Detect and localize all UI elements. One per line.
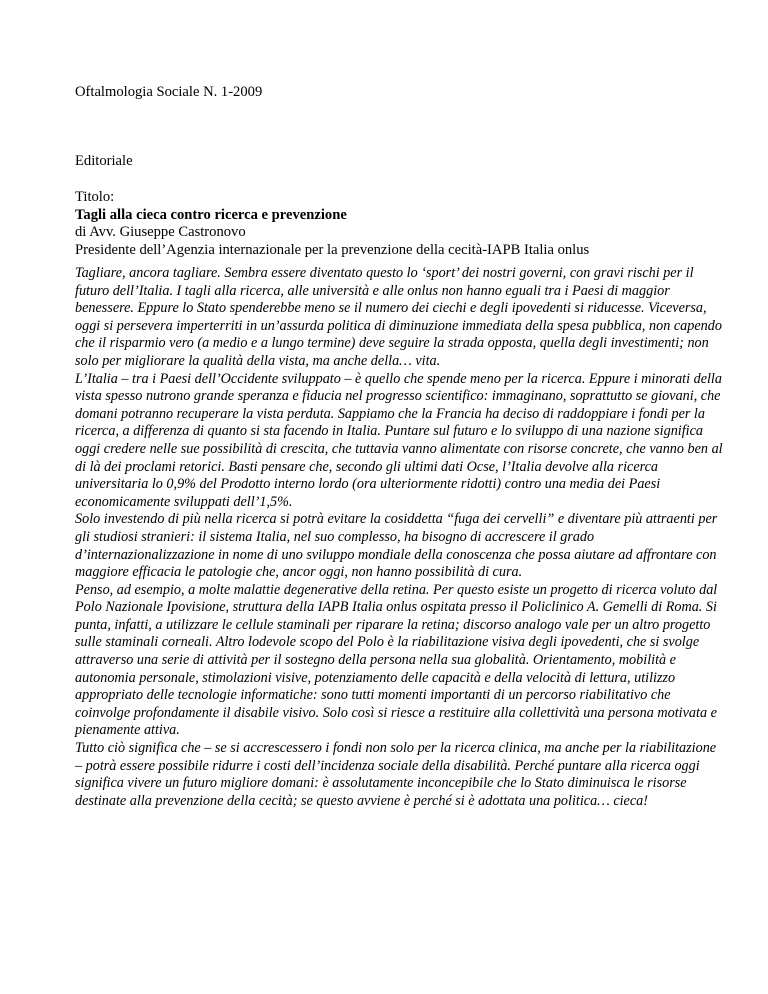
paragraph: L’Italia – tra i Paesi dell’Occidente sviluppato – è quello che spende meno per la ricerca. Eppure i minorati della vista spesso nutrono grande speranza e fiducia nel progresso scientifico: immaginano, soprattutto se giovani, che domani potranno recuperare la vista perduta. Sappiamo che la Francia ha deciso di raddoppiare i fondi per la ricerca, a differenza di quanto si sta facendo in Italia. Puntare sul futuro e lo sviluppo di una nazione significa oggi credere nelle sue possibilità di crescita, che tuttavia vanno alimentate con risorse concrete, che vanno ben al di là dei proclami retorici. Basti pensare che, secondo gli ultimi dati Ocse, l’Italia devolve alla ricerca universitaria lo 0,9% del Prodotto interno lordo (ora ulteriormente ridotti) contro una media dei Paesi economicamente sviluppati dell’1,5%. <box>75 370 723 510</box>
paragraph: Tagliare, ancora tagliare. Sembra essere diventato questo lo ‘sport’ dei nostri governi, con gravi rischi per il futuro dell’Italia. I tagli alla ricerca, alle università e alle onlus non hanno eguali tra i Paesi di maggior benessere. Eppure lo Stato spenderebbe meno se il numero dei ciechi e degli ipovedenti si riducesse. Viceversa, oggi si persevera imperterriti in un’assurda politica di diminuzione immediata della spesa pubblica, non capendo che il risparmio vero (a medio e a lungo termine) deve seguire la strada opposta, quella degli investimenti; non solo per migliorare la qualità della vista, ma anche della… vita. <box>75 265 722 369</box>
section-label: Editoriale <box>75 153 133 169</box>
article-header <box>75 189 725 259</box>
paragraph: Solo investendo di più nella ricerca si potrà evitare la cosiddetta “fuga dei cervelli” e diventare più attraenti per gli studiosi stranieri: il sistema Italia, nel suo complesso, ha bisogno di accrescere il grado d’internazionalizzazione in nome di uno sviluppo mondiale della conoscenza che possa aiutare ad affrontare con maggiore efficacia le patologie che, ancor oggi, non hanno possibilità di cura. <box>75 511 718 581</box>
author-line: di Avv. Giuseppe Castronovo <box>75 224 246 241</box>
author-role: Presidente dell’Agenzia internazionale per la prevenzione della cecità-IAPB Italia onlus <box>75 241 590 258</box>
title-label: Titolo: <box>75 189 115 205</box>
paragraph: Tutto ciò significa che – se si accrescessero i fondi non solo per la ricerca clinica, ma anche per la riabilitazione – potrà essere possibile ridurre i costi dell’incidenza sociale della disabilità. Perché puntare alla ricerca oggi significa vivere un futuro migliore domani: è assolutamente inconcepibile che lo Stato diminuisca le risorse destinate alla prevenzione della cecità; se questo avviene è perché si è adottata una politica… cieca! <box>75 740 717 809</box>
article-body <box>75 265 725 810</box>
paragraph: Penso, ad esempio, a molte malattie degenerative della retina. Per questo esiste un progetto di ricerca voluto dal Polo Nazionale Ipovisione, struttura della IAPB Italia onlus ospitata presso il Policlinico A. Gemelli di Roma. Si punta, infatti, a utilizzare le cellule staminali per riparare la retina; discorso analogo vale per un altro progetto sulle staminali corneali. Altro lodevole scopo del Polo è la riabilitazione visiva degli ipovedenti, che si svolge attraverso una serie di attività per il sostegno della persona nella sua globalità. Orientamento, mobilità e autonomia personale, stimolazioni visive, potenziamento delle capacità e della velocità di lettura, utilizzo appropriato delle tecnologie informatiche: sono tutti momenti importanti di un percorso riabilitativo che coinvolge profondamente il disabile visivo. Solo così si riesce a restituire alla collettività una persona motivata e pienamente attiva. <box>75 581 718 739</box>
article-title: Tagli alla cieca contro ricerca e prevenzione <box>75 206 347 223</box>
journal-issue-line: Oftalmologia Sociale N. 1-2009 <box>75 84 263 100</box>
